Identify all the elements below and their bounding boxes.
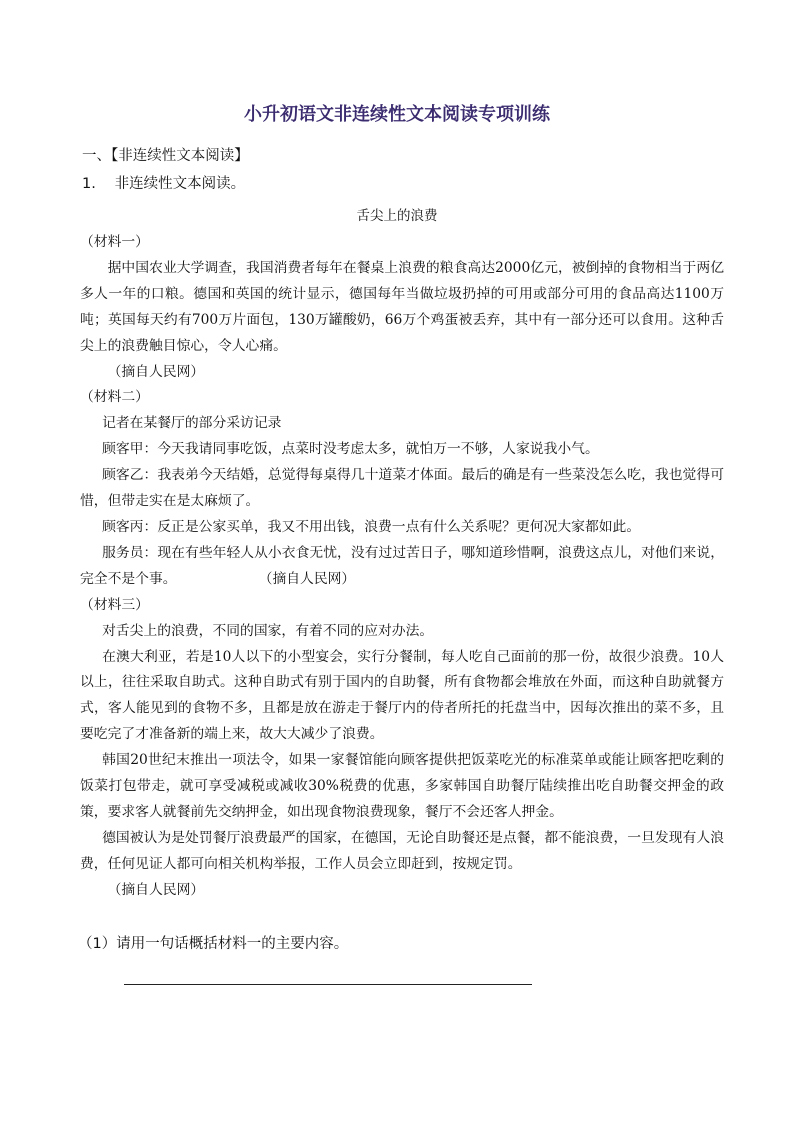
answer-line[interactable] <box>124 984 532 985</box>
passage-title: 舌尖上的浪费 <box>356 208 438 224</box>
sub-question-1: （1）请用一句话概括材料一的主要内容。 <box>78 936 349 952</box>
material-1-source: （摘自人民网） <box>107 363 205 380</box>
material-3-source: （摘自人民网） <box>107 881 205 898</box>
material-2-waiter <box>80 541 724 593</box>
material-2-waiter-text: 服务员：现在有些年轻人从小衣食无忧，没有过过苦日子，哪知道珍惜啊，浪费这点儿，对他们来说，完全不是个事。 <box>80 544 724 587</box>
material-2-source: （摘自人民网） <box>258 570 356 587</box>
material-2-customer-c: 顾客丙：反正是公家买单，我又不用出钱，浪费一点有什么关系呢？更何况大家都如此。 <box>102 518 641 535</box>
material-3-label: （材料三） <box>80 596 149 613</box>
question-1-text: 非连续性文本阅读。 <box>114 176 246 192</box>
material-3-paragraph-4: 德国被认为是处罚餐厅浪费最严的国家，在德国，无论自助餐还是点餐，都不能浪费，一旦发现有人浪费，任何见证人都可向相关机构举报，工作人员会立即赶到，按规定罚。 <box>80 829 724 872</box>
question-number: 1. <box>82 176 96 192</box>
material-2-customer-a: 顾客甲：今天我请同事吃饭，点菜时没考虑太多，就怕万一不够，人家说我小气。 <box>102 441 599 458</box>
material-1-label: （材料一） <box>80 234 149 250</box>
question-1-heading <box>82 172 245 193</box>
material-1-paragraph: 据中国农业大学调查，我国消费者每年在餐桌上浪费的粮食高达2000亿元，被倒掉的食物相当于两亿多人一年的口粮。德国和英国的统计显示，德国每年当做垃圾扔掉的可用或部分可用的食品高达1100万吨；英国每天约有700万片面包，130万罐酸奶，66万个鸡蛋被丢弃，其中有一部分还可以食用。这种舌尖上的浪费触目惊心，令人心痛。 <box>80 259 724 354</box>
page-title: 小升初语文非连续性文本阅读专项训练 <box>244 104 550 125</box>
material-2-label: （材料二） <box>80 389 149 406</box>
passage-body <box>80 230 724 904</box>
material-2-customer-b: 顾客乙：我表弟今天结婚，总觉得每桌得几十道菜才体面。最后的确是有一些菜没怎么吃，我也觉得可惜，但带走实在是太麻烦了。 <box>80 467 724 510</box>
material-3-paragraph-1: 对舌尖上的浪费，不同的国家，有着不同的应对办法。 <box>102 622 434 639</box>
section-heading: 一、【非连续性文本阅读】 <box>82 148 249 164</box>
material-3-paragraph-3: 韩国20世纪末推出一项法令，如果一家餐馆能向顾客提供把饭菜吃光的标准菜单或能让顾客把吃剩的饭菜打包带走，就可享受减税或减收30%税费的优惠，多家韩国自助餐厅陆续推出吃自助餐交押金的政策，要求客人就餐前先交纳押金，如出现食物浪费现象，餐厅不会还客人押金。 <box>80 752 724 820</box>
material-3-paragraph-2: 在澳大利亚，若是10人以下的小型宴会，实行分餐制，每人吃自己面前的那一份，故很少浪费。10人以上，往往采取自助式。这种自助式有别于国内的自助餐，所有食物都会堆放在外面，而这种自助就餐方式，客人能见到的食物不多，且都是放在游走于餐厅内的侍者所托的托盘当中，因每次推出的菜不多，且要吃完了才准备新的端上来，故大大减少了浪费。 <box>80 648 724 743</box>
material-2-intro: 记者在某餐厅的部分采访记录 <box>102 415 282 432</box>
